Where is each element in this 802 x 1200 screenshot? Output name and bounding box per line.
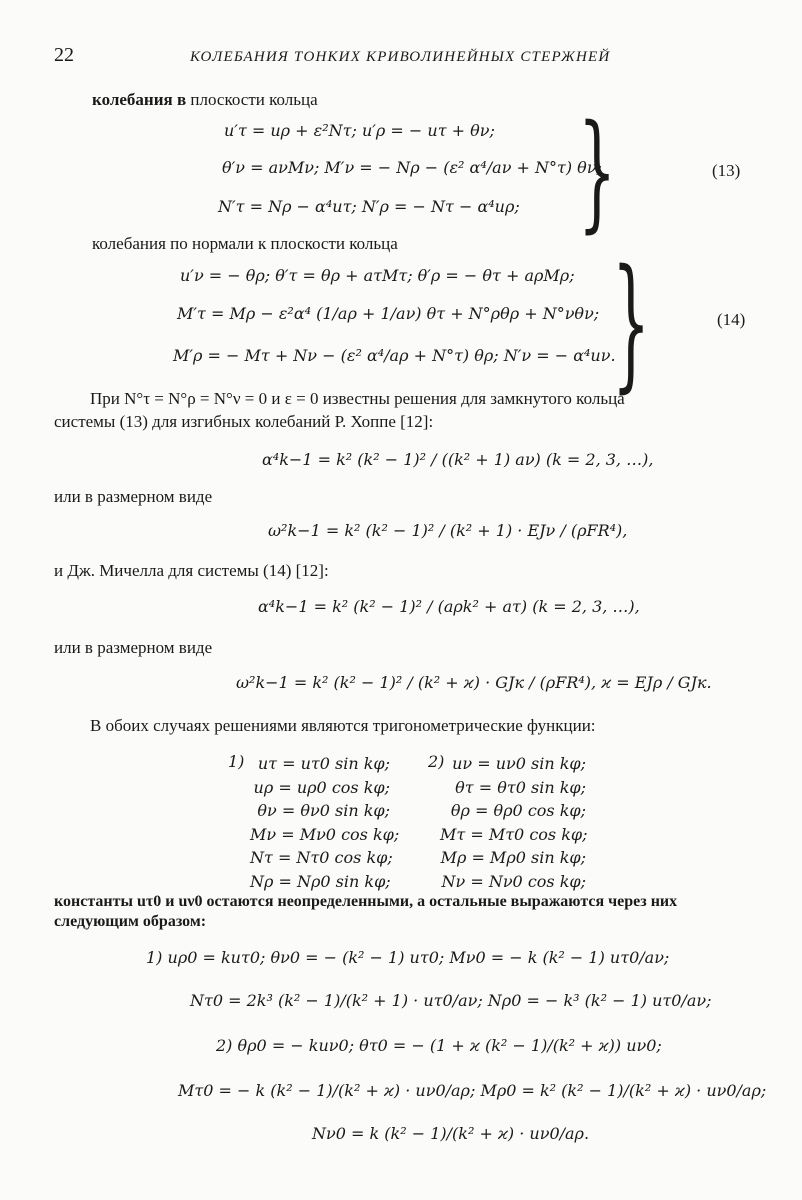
- eq14-number: (14): [717, 310, 746, 329]
- case1-item: Mν = Mν0 cos kφ;: [250, 824, 400, 844]
- hoppe-text-1: При N°τ = N°ρ = N°ν = 0 и ε = 0 известны решения для замкнутого кольца: [90, 389, 625, 408]
- michell-alpha-formula: α⁴k−1 = k² (k² − 1)² / (aρk² + aτ) (k = 2, 3, …),: [258, 597, 640, 616]
- dimensional-text-1: или в размерном виде: [54, 487, 213, 506]
- in-plane-heading-rest: плоскости кольца: [186, 90, 318, 109]
- case2-item: Mτ = Mτ0 cos kφ;: [440, 824, 588, 844]
- eq14-line-1: u′ν = − θρ; θ′τ = θρ + aτMτ; θ′ρ = − θτ + aρMρ;: [180, 266, 575, 285]
- const2-line-c: Nν0 = k (k² − 1)/(k² + ϰ) · uν0/aρ.: [312, 1124, 590, 1143]
- case2-item: θτ = θτ0 sin kφ;: [455, 777, 586, 797]
- hoppe-alpha-formula: α⁴k−1 = k² (k² − 1)² / ((k² + 1) aν) (k = 2, 3, …),: [262, 450, 654, 469]
- const1-line-b: Nτ0 = 2k³ (k² − 1)/(k² + 1) · uτ0/aν; Nρ0 = − k³ (k² − 1) uτ0/aν;: [190, 991, 712, 1010]
- case1-label: 1): [228, 752, 245, 771]
- const2-line-b: Mτ0 = − k (k² − 1)/(k² + ϰ) · uν0/aρ; Mρ0 = k² (k² − 1)/(k² + ϰ) · uν0/aρ;: [178, 1081, 767, 1100]
- case1-item: Nτ = Nτ0 cos kφ;: [250, 848, 393, 868]
- hoppe-text-2: системы (13) для изгибных колебаний Р. Хоппе [12]:: [54, 412, 434, 431]
- eq14-line-3: M′ρ = − Mτ + Nν − (ε² α⁴/aρ + N°τ) θρ; N′ν = − α⁴uν.: [173, 346, 616, 365]
- case1-item: uρ = uρ0 cos kφ;: [253, 777, 390, 797]
- michell-text: и Дж. Мичелла для системы (14) [12]:: [54, 561, 329, 580]
- case2-item: uν = uν0 sin kφ;: [452, 754, 586, 773]
- in-plane-heading-bold: колебания в: [92, 90, 187, 109]
- eq13-line-2: θ′ν = aνMν; M′ν = − Nρ − (ε² α⁴/aν + N°τ) θν;: [222, 158, 602, 177]
- eq13-line-3: N′τ = Nρ − α⁴uτ; N′ρ = − Nτ − α⁴uρ;: [218, 197, 520, 216]
- case2-label: 2): [428, 752, 445, 771]
- page-number: 22: [54, 44, 74, 66]
- case1-list: [250, 752, 400, 894]
- eq14-brace: }: [612, 240, 651, 408]
- case1-item: Nρ = Nρ0 sin kφ;: [250, 871, 391, 891]
- eq13-number: (13): [712, 161, 741, 180]
- normal-heading: колебания по нормали к плоскости кольца: [92, 234, 398, 253]
- running-title: КОЛЕБАНИЯ ТОНКИХ КРИВОЛИНЕЙНЫХ СТЕРЖНЕЙ: [190, 49, 611, 65]
- case2-item: θρ = θρ0 cos kφ;: [450, 801, 586, 821]
- eq14-line-2: M′τ = Mρ − ε²α⁴ (1/aρ + 1/aν) θτ + N°ρθρ + N°νθν;: [177, 304, 600, 323]
- case1-item: θν = θν0 sin kφ;: [257, 801, 390, 821]
- const1-line-a: 1) uρ0 = kuτ0; θν0 = − (k² − 1) uτ0; Mν0 = − k (k² − 1) uτ0/aν;: [146, 948, 670, 967]
- dimensional-text-2: или в размерном виде: [54, 638, 213, 657]
- const2-line-a: 2) θρ0 = − kuν0; θτ0 = − (1 + ϰ (k² − 1)/(k² + ϰ)) uν0;: [216, 1036, 662, 1055]
- michell-omega-formula: ω²k−1 = k² (k² − 1)² / (k² + ϰ) · GJк / (ρFR⁴), ϰ = EJρ / GJк.: [236, 673, 712, 692]
- both-cases-text: В обоих случаях решениями являются тригонометрические функции:: [90, 716, 596, 735]
- constants-text-1: константы uτ0 и uν0 остаются неопределенными, а остальные выражаются через них: [54, 893, 678, 910]
- constants-text-2: следующим образом:: [54, 913, 207, 930]
- in-plane-heading: [92, 90, 318, 110]
- eq13-brace: }: [578, 99, 617, 247]
- case2-list: [440, 752, 586, 894]
- case2-item: Mρ = Mρ0 sin kφ;: [440, 848, 586, 868]
- case2-item: Nν = Nν0 cos kφ;: [441, 871, 586, 891]
- eq13-line-1: u′τ = uρ + ε²Nτ; u′ρ = − uτ + θν;: [224, 121, 495, 140]
- case1-item: uτ = uτ0 sin kφ;: [257, 754, 390, 773]
- hoppe-omega-formula: ω²k−1 = k² (k² − 1)² / (k² + 1) · EJν / (ρFR⁴),: [268, 521, 628, 540]
